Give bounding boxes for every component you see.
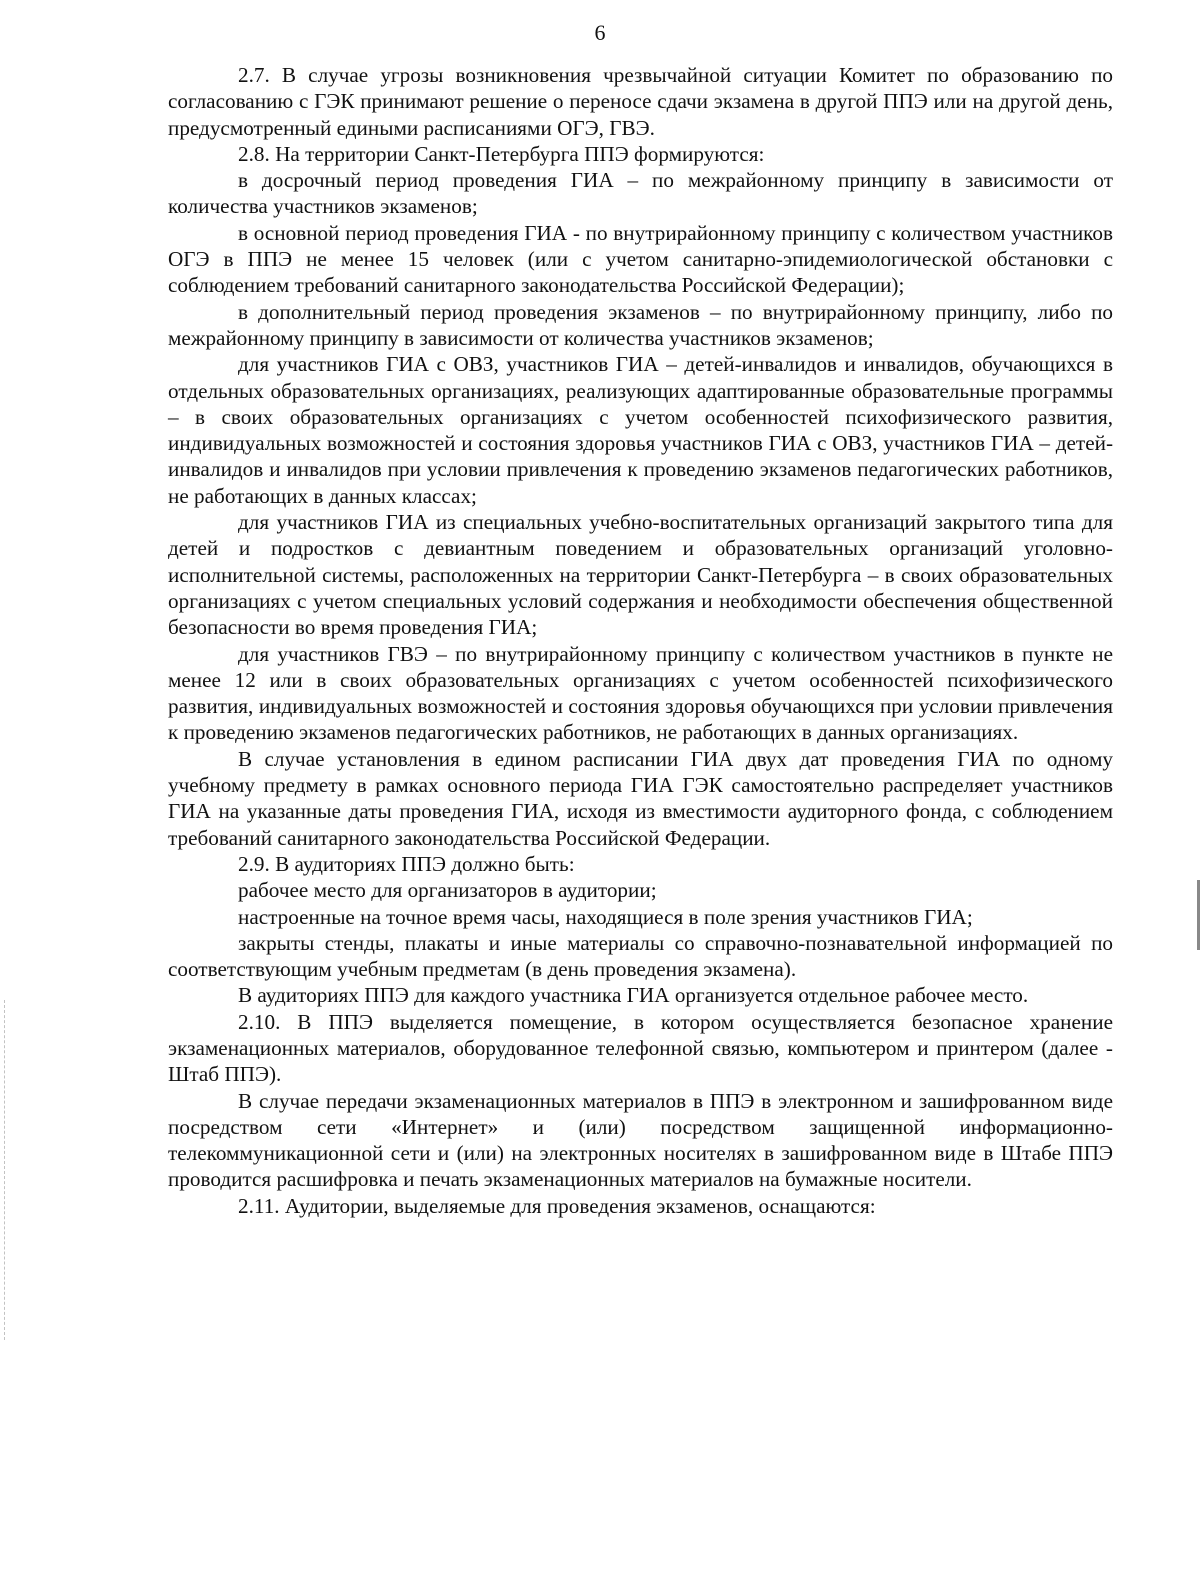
list-item-organizer-workplace: рабочее место для организаторов в аудитории; bbox=[238, 878, 657, 903]
paragraph-2-8-heading: 2.8. На территории Санкт-Петербурга ППЭ формируются: bbox=[238, 141, 765, 166]
paragraph-2-7: 2.7. В случае угрозы возникновения чрезвычайной ситуации Комитет по образованию по согласованию с ГЭК принимают решение о переносе сдачи экзамена в другой ППЭ или на другой день, предусмотренный едиными расписаниями ОГЭ, ГВЭ. bbox=[168, 63, 1113, 140]
list-item-ovz-participants: для участников ГИА с ОВЗ, участников ГИА – детей-инвалидов и инвалидов, обучающихся в отдельных образовательных организациях, реализующих адаптированные образовательные программы – в своих образовательных организациях с учетом особенностей психофизического развития, индивидуальных возможностей и состояния здоровья участников ГИА с ОВЗ, участников ГИА – детей-инвалидов и инвалидов при условии привлечения к проведению экзаменов педагогических работников, не работающих в данных классах; bbox=[168, 352, 1113, 508]
document-body bbox=[168, 62, 1113, 1219]
scan-edge-mark-left bbox=[4, 1000, 6, 1340]
list-item-special-organizations: для участников ГИА из специальных учебно-воспитательных организаций закрытого типа для детей и подростков с девиантным поведением и образовательных организаций уголовно-исполнительной системы, расположенных на территории Санкт-Петербурга – в своих образовательных организациях с учетом специальных условий содержания и необходимости обеспечения общественной безопасности во время проведения ГИА; bbox=[168, 510, 1113, 640]
paragraph-electronic-materials: В случае передачи экзаменационных материалов в ППЭ в электронном и зашифрованном виде посредством сети «Интернет» и (или) посредством защищенной информационно-телекоммуникационной сети и (или) на электронных носителях в зашифрованном виде в Штабе ППЭ проводится расшифровка и печать экзаменационных материалов на бумажные носители. bbox=[168, 1088, 1113, 1192]
list-item-additional-period: в дополнительный период проведения экзаменов – по внутрирайонному принципу, либо по межрайонному принципу в зависимости от количества участников экзаменов; bbox=[168, 299, 1113, 350]
list-item-early-period: в досрочный период проведения ГИА – по межрайонному принципу в зависимости от количества участников экзаменов; bbox=[168, 168, 1113, 219]
paragraph-2-11: 2.11. Аудитории, выделяемые для проведения экзаменов, оснащаются: bbox=[238, 1193, 876, 1218]
paragraph-2-10: 2.10. В ППЭ выделяется помещение, в котором осуществляется безопасное хранение экзаменационных материалов, оборудованное телефонной связью, компьютером и принтером (далее - Штаб ППЭ). bbox=[168, 1009, 1113, 1087]
list-item-gve-participants: для участников ГВЭ – по внутрирайонному принципу с количеством участников в пункте не менее 12 или в своих образовательных организациях с учетом особенностей психофизического развития, индивидуальных возможностей и состояния здоровья обучающихся при условии привлечения к проведению экзаменов педагогических работников, не работающих в данных организациях. bbox=[168, 641, 1113, 745]
page-number: 6 bbox=[594, 20, 606, 45]
paragraph-two-dates: В случае установления в едином расписании ГИА двух дат проведения ГИА по одному учебному предмету в рамках основного периода ГИА ГЭК самостоятельно распределяет участников ГИА на указанные даты проведения ГИА, исходя из вместимости аудиторного фонда, с соблюдением требований санитарного законодательства Российской Федерации. bbox=[168, 746, 1113, 850]
paragraph-individual-workplace: В аудиториях ППЭ для каждого участника ГИА организуется отдельное рабочее место. bbox=[238, 983, 1029, 1008]
list-item-covered-stands: закрыты стенды, плакаты и иные материалы со справочно-познавательной информацией по соответствующим учебным предметам (в день проведения экзамена). bbox=[168, 930, 1113, 982]
list-item-main-period: в основной период проведения ГИА - по внутрирайонному принципу с количеством участников ОГЭ в ППЭ не менее 15 человек (или с учетом санитарно-эпидемиологической обстановки с соблюдением требований санитарного законодательства Российской Федерации); bbox=[168, 220, 1113, 298]
paragraph-2-9-heading: 2.9. В аудиториях ППЭ должно быть: bbox=[238, 851, 575, 876]
list-item-clocks: настроенные на точное время часы, находящиеся в поле зрения участников ГИА; bbox=[238, 904, 973, 929]
